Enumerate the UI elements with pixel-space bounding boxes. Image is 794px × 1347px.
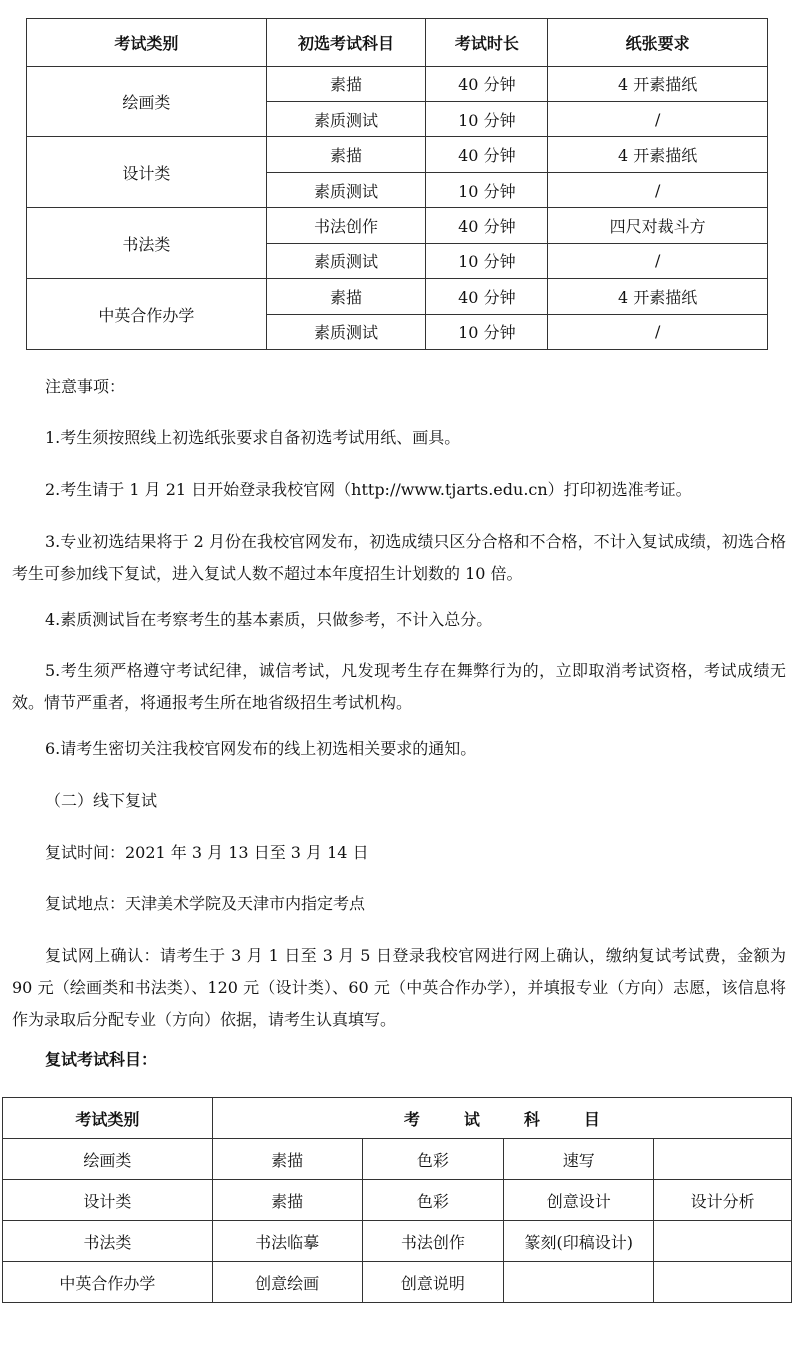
table-header-row	[3, 1098, 792, 1139]
duration-cell: 10 分钟	[426, 314, 548, 349]
subject-cell: 素描	[212, 1139, 362, 1180]
subject-cell: 创意设计	[504, 1180, 654, 1221]
table-row	[27, 279, 768, 314]
paper-cell: /	[548, 172, 768, 207]
subject-cell	[654, 1262, 792, 1303]
category-cell: 设计类	[3, 1180, 213, 1221]
subject-cell: 素质测试	[266, 101, 426, 136]
note-item: 3.专业初选结果将于 2 月份在我校官网发布，初选成绩只区分合格和不合格，不计入复试成绩，初选合格考生可参加线下复试，进入复试人数不超过本年度招生计划数的 10 倍。	[12, 532, 786, 583]
subject-cell: 色彩	[362, 1180, 504, 1221]
subject-cell: 素描	[266, 137, 426, 172]
column-header	[212, 1098, 791, 1139]
subject-cell	[654, 1221, 792, 1262]
table-row	[3, 1139, 792, 1180]
note-item: 4.素质测试旨在考察考生的基本素质，只做参考，不计入总分。	[45, 610, 493, 629]
category-cell: 中英合作办学	[3, 1262, 213, 1303]
table-row	[27, 66, 768, 101]
column-header: 纸张要求	[548, 19, 768, 67]
subject-cell: 素描	[266, 66, 426, 101]
category-cell: 绘画类	[3, 1139, 213, 1180]
table-row	[3, 1221, 792, 1262]
subject-cell: 速写	[504, 1139, 654, 1180]
subject-cell: 创意绘画	[212, 1262, 362, 1303]
column-header: 考试时长	[426, 19, 548, 67]
subject-cell: 书法创作	[362, 1221, 504, 1262]
subject-cell: 素质测试	[266, 314, 426, 349]
paper-cell: 4 开素描纸	[548, 279, 768, 314]
subjects-header-text: 考试科目	[403, 1109, 644, 1129]
duration-cell: 10 分钟	[426, 101, 548, 136]
notes-title: 注意事项：	[45, 377, 126, 396]
duration-cell: 40 分钟	[426, 279, 548, 314]
table-row	[3, 1262, 792, 1303]
note-item: 6.请考生密切关注我校官网发布的线上初选相关要求的通知。	[45, 739, 477, 758]
retest-subjects-table	[2, 1097, 792, 1303]
category-cell: 中英合作办学	[27, 279, 267, 350]
subject-cell	[504, 1262, 654, 1303]
subject-cell: 创意说明	[362, 1262, 504, 1303]
subject-cell: 素描	[212, 1180, 362, 1221]
subject-cell: 书法创作	[266, 208, 426, 243]
column-header: 考试类别	[3, 1098, 213, 1139]
note-item: 5.考生须严格遵守考试纪律，诚信考试，凡发现考生存在舞弊行为的，立即取消考试资格，考试成绩无效。情节严重者，将通报考生所在地省级招生考试机构。	[12, 661, 786, 712]
retest-time: 复试时间：2021 年 3 月 13 日至 3 月 14 日	[45, 843, 369, 862]
subject-cell	[654, 1139, 792, 1180]
category-cell: 书法类	[3, 1221, 213, 1262]
duration-cell: 40 分钟	[426, 66, 548, 101]
category-cell: 书法类	[27, 208, 267, 279]
column-header: 考试类别	[27, 19, 267, 67]
note-item: 1.考生须按照线上初选纸张要求自备初选考试用纸、画具。	[45, 428, 461, 447]
retest-location: 复试地点：天津美术学院及天津市内指定考点	[45, 894, 366, 913]
subject-cell: 素描	[266, 279, 426, 314]
paper-cell: 4 开素描纸	[548, 137, 768, 172]
column-header: 初选考试科目	[266, 19, 426, 67]
retest-subjects-title: 复试考试科目：	[45, 1050, 158, 1069]
screening-table	[26, 18, 768, 350]
table-row	[3, 1180, 792, 1221]
table-row	[27, 137, 768, 172]
category-cell: 设计类	[27, 137, 267, 208]
duration-cell: 10 分钟	[426, 172, 548, 207]
retest-confirm: 复试网上确认：请考生于 3 月 1 日至 3 月 5 日登录我校官网进行网上确认，缴纳复试考试费，金额为 90 元（绘画类和书法类）、120 元（设计类）、60 元（中英合作办学），并填报专业（方向）志愿，该信息将作为录取后分配专业（方向）依据，请考生认真填写。	[12, 946, 786, 1029]
note-item: 2.考生请于 1 月 21 日开始登录我校官网（http://www.tjarts.edu.cn）打印初选准考证。	[45, 480, 692, 499]
subject-cell: 素质测试	[266, 172, 426, 207]
duration-cell: 40 分钟	[426, 137, 548, 172]
subject-cell: 书法临摹	[212, 1221, 362, 1262]
paper-cell: /	[548, 101, 768, 136]
table-row	[27, 208, 768, 243]
duration-cell: 40 分钟	[426, 208, 548, 243]
paper-cell: /	[548, 243, 768, 278]
section-heading: （二）线下复试	[45, 791, 158, 810]
subject-cell: 篆刻(印稿设计)	[504, 1221, 654, 1262]
category-cell: 绘画类	[27, 66, 267, 137]
subject-cell: 色彩	[362, 1139, 504, 1180]
paper-cell: 4 开素描纸	[548, 66, 768, 101]
duration-cell: 10 分钟	[426, 243, 548, 278]
subject-cell: 素质测试	[266, 243, 426, 278]
paper-cell: /	[548, 314, 768, 349]
table-header-row	[27, 19, 768, 67]
paper-cell: 四尺对裁斗方	[548, 208, 768, 243]
subject-cell: 设计分析	[654, 1180, 792, 1221]
